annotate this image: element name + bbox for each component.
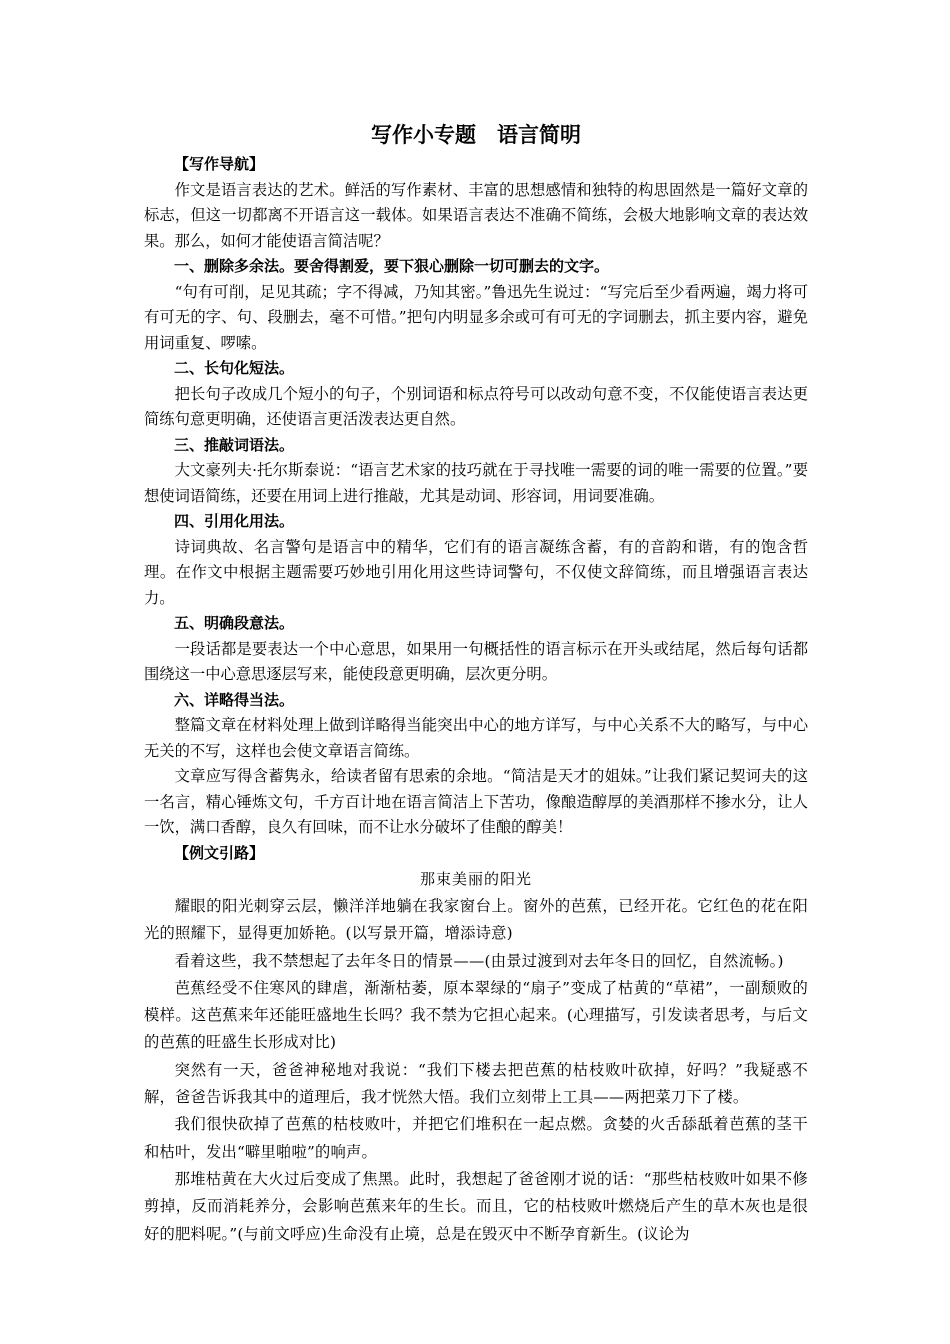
essay-paragraph: 芭蕉经受不住寒风的肆虐，渐渐枯萎，原本翠绿的“扇子”变成了枯黄的“草裙”，一副颓败的模样。这芭蕉来年还能旺盛地生长吗？我不禁为它担心起来。(心理描写，引发读者思考，与后文的芭蕉的旺盛生长形成对比) — [144, 978, 808, 1052]
method-body-4: 诗词典故、名言警句是语言中的精华，它们有的语言凝练含蓄，有的音韵和谐，有的饱含哲理。在作文中根据主题需要巧妙地引用化用这些诗词警句，不仅使文辞简练，而且增强语言表达力。 — [144, 537, 808, 607]
method-body-1: “句有可削，足见其疏；字不得减，乃知其密。”鲁迅先生说过：“写完后至少看两遍，竭力将可有可无的字、句、段删去，毫不可惜。”把句内明显多余或可有可无的字词删去，抓主要内容，避免用词重复、啰嗦。 — [144, 282, 808, 352]
method-heading-5: 五、明确段意法。 — [174, 614, 295, 632]
section-heading-writing-guide: 【写作导航】 — [174, 155, 265, 173]
method-heading-1: 一、删除多余法。要舍得割爱，要下狠心删除一切可删去的文字。 — [174, 257, 610, 275]
essay-paragraph: 那堆枯黄在大火过后变成了焦黑。此时，我想起了爸爸刚才说的话：“那些枯枝败叶如果不修剪掉，反而消耗养分，会影响芭蕉来年的生长。而且，它的枯枝败叶燃烧后产生的草木灰也是很好的肥料呢。”(与前文呼应)生命没有止境，总是在毁灭中不断孕育新生。(议论为 — [144, 1169, 808, 1243]
method-heading-6: 六、详略得当法。 — [174, 690, 295, 709]
essay-paragraph: 我们很快砍掉了芭蕉的枯枝败叶，并把它们堆积在一起点燃。贪婪的火舌舔舐着芭蕉的茎干和枯叶，发出“噼里啪啦”的响声。 — [144, 1115, 808, 1161]
guide-intro-paragraph: 作文是语言表达的艺术。鲜活的写作素材、丰富的思想感情和独特的构思固然是一篇好文章的标志，但这一切都离不开语言这一载体。如果语言表达不准确不简练，会极大地影响文章的表达效果。那么，如何才能使语言简洁呢？ — [144, 180, 808, 250]
section-heading-example: 【例文引路】 — [174, 843, 265, 862]
page-title: 写作小专题 语言简明 — [371, 123, 581, 147]
method-heading-4: 四、引用化用法。 — [174, 512, 295, 530]
method-body-2: 把长句子改成几个短小的句子，个别词语和标点符号可以改动句意不变，不仅能使语言表达更简练句意更明确，还使语言更活泼表达更自然。 — [144, 384, 808, 428]
essay-paragraph: 突然有一天，爸爸神秘地对我说：“我们下楼去把芭蕉的枯枝败叶砍掉，好吗？”我疑惑不解，爸爸告诉我其中的道理后，我才恍然大悟。我们立刻带上工具——两把菜刀下了楼。 — [144, 1060, 808, 1107]
essay-paragraph: 看着这些，我不禁想起了去年冬日的情景——(由景过渡到对去年冬日的回忆，自然流畅。) — [174, 951, 784, 970]
essay-paragraph: 耀眼的阳光刺穿云层，懒洋洋地躺在我家窗台上。窗外的芭蕉，已经开花。它红色的花在阳光的照耀下，显得更加娇艳。(以写景开篇，增添诗意) — [144, 897, 808, 943]
method-body-5: 一段话都是要表达一个中心意思，如果用一句概括性的语言标示在开头或结尾，然后每句话都围绕这一中心意思逐层写来，能使段意更明确，层次更分明。 — [144, 639, 808, 683]
method-heading-2: 二、长句化短法。 — [174, 359, 295, 377]
method-heading-3: 三、推敲词语法。 — [174, 435, 295, 454]
method-body-6: 整篇文章在材料处理上做到详略得当能突出中心的地方详写，与中心关系不大的略写，与中心无关的不写，这样也会使文章语言简练。 — [144, 716, 808, 760]
document-page — [144, 118, 808, 1248]
method-body-3: 大文豪列夫·托尔斯泰说：“语言艺术家的技巧就在于寻找唯一需要的词的唯一需要的位置。”要想使词语简练，还要在用词上进行推敲，尤其是动词、形容词，用词要准确。 — [144, 461, 808, 505]
essay-title: 那束美丽的阳光 — [419, 870, 532, 888]
guide-closing-paragraph: 文章应写得含蓄隽永，给读者留有思索的余地。“简洁是天才的姐妹。”让我们紧记契诃夫的这一名言，精心锤炼文句，千方百计地在语言简洁上下苦功，像酿造醇厚的美酒那样不掺水分，让人一饮，满口香醇，良久有回味，而不让水分破坏了佳酿的醇美！ — [144, 767, 808, 836]
